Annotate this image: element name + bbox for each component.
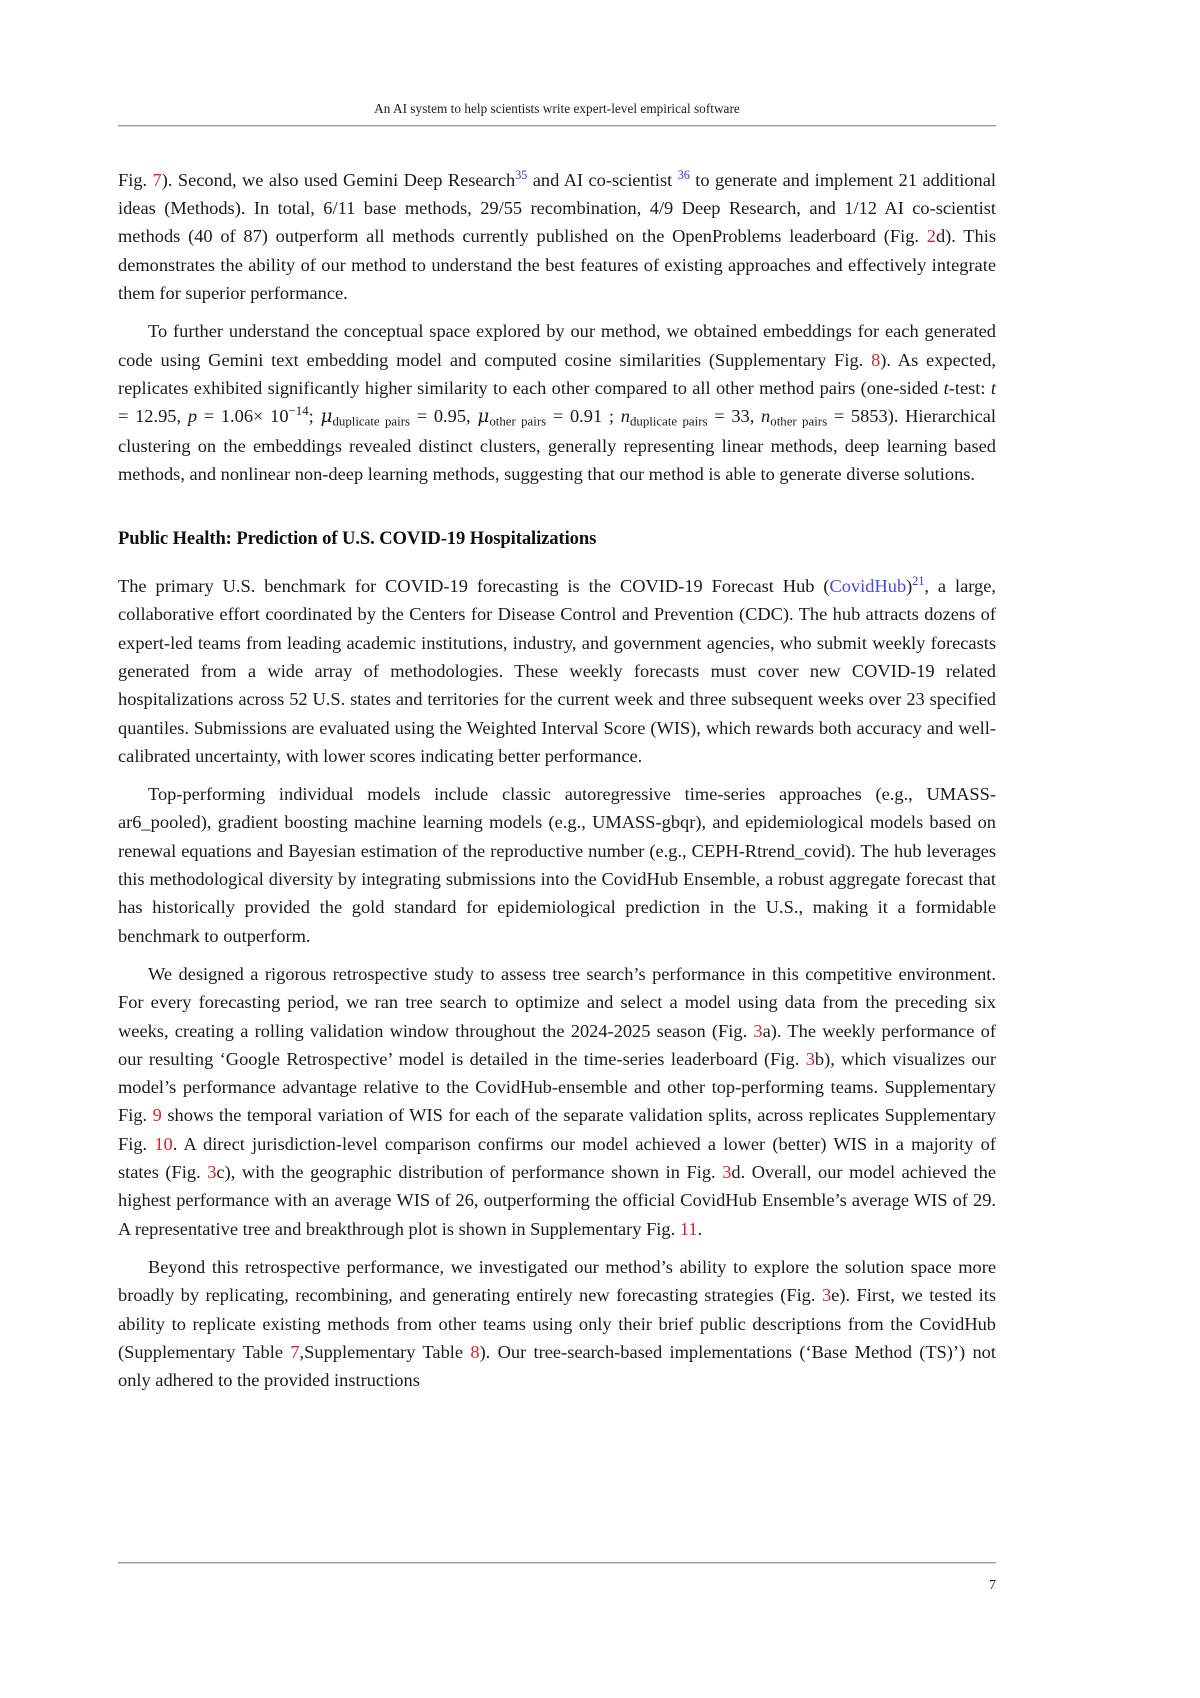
figure-ref-3e[interactable]: 3 xyxy=(821,1285,832,1306)
n-subscript-1: duplicate pairs xyxy=(629,414,708,429)
p2-seg5: = 1.06× 10 xyxy=(197,406,289,427)
mu-other-pairs xyxy=(477,406,547,429)
math-var-t: t xyxy=(943,377,949,398)
mu-symbol-1: μ xyxy=(320,406,333,428)
running-head: An AI system to help scientists write expert-level empirical software xyxy=(374,101,740,116)
p5-seg3: b), which visualizes our model’s performance advantage relative to the CovidHub-ensemble and other top-performing teams. Supplementary Fig. xyxy=(118,1048,996,1126)
paragraph-4: Top-performing individual models include classic autoregressive time-series approaches (e.g., UMASS-ar6_pooled), gradient boosting machine learning models (e.g., UMASS-gbqr), and epidemiological models based on renewal equations and Bayesian estimation of the reproductive number (e.g., CEPH-Rtrend_covid). The hub leverages this methodological diversity by integrating submissions into the CovidHub Ensemble, a robust aggregate forecast that has historically provided the gold standard for epidemiological prediction in the U.S., making it a formidable benchmark to outperform. xyxy=(118,784,996,946)
figure-ref-3c[interactable]: 3 xyxy=(207,1162,217,1183)
p2-seg6: ; xyxy=(308,406,321,427)
figure-ref-s9[interactable]: 9 xyxy=(152,1105,162,1126)
figure-ref-s8[interactable]: 8 xyxy=(871,349,881,370)
figure-ref-3d[interactable]: 3 xyxy=(722,1162,732,1183)
paragraph-3 xyxy=(118,572,996,770)
math-var-p: p xyxy=(187,406,198,427)
page-content xyxy=(118,0,996,1394)
citation-36[interactable]: 36 xyxy=(677,167,690,182)
p6-seg2: e). First, we tested its ability to replicate existing methods from other teams using only their brief public descriptions from the CovidHub (Supplementary Table xyxy=(118,1285,996,1362)
section-heading-public-health: Public Health: Prediction of U.S. COVID-19 Hospitalizations xyxy=(118,528,597,550)
p2-seg2: ). As expected, replicates exhibited significantly higher similarity to each other compared to all other method pairs (one-sided xyxy=(118,349,996,398)
p2-seg1: To further understand the conceptual space explored by our method, we obtained embeddings for each generated code using Gemini text embedding model and computed cosine similarities (Supplementary Fig. xyxy=(118,321,996,370)
p5-seg8: . xyxy=(697,1218,703,1239)
table-ref-s7[interactable]: 7 xyxy=(290,1341,300,1362)
p2-seg8: = 0.91 ; xyxy=(546,406,621,427)
p1-seg5: d). This demonstrates the ability of our method to understand the best features of existing approaches and effectively integrate them for superior performance. xyxy=(118,226,996,304)
p1-seg2: ). Second, we also used Gemini Deep Research xyxy=(161,169,516,190)
p2-seg4: = 12.95, xyxy=(118,406,188,427)
citation-35[interactable]: 35 xyxy=(515,167,528,182)
p5-seg1: We designed a rigorous retrospective study to assess tree search’s performance in this competitive environment. For every forecasting period, we ran tree search to optimize and select a model using data from the preceding six weeks, creating a rolling validation window throughout the 2024-2025 season (Fig. xyxy=(118,963,996,1041)
paragraph-5 xyxy=(118,960,996,1243)
header-rule xyxy=(118,125,996,127)
footer-rule xyxy=(118,1562,996,1564)
figure-ref-3a[interactable]: 3 xyxy=(753,1020,763,1041)
figure-ref-s11[interactable]: 11 xyxy=(679,1218,698,1239)
mu-subscript-2: other pairs xyxy=(489,414,547,429)
n-symbol-1: n xyxy=(620,406,630,427)
p3-seg1: The primary U.S. benchmark for COVID-19 forecasting is the COVID-19 Forecast Hub ( xyxy=(118,576,830,597)
figure-ref-7[interactable]: 7 xyxy=(152,169,162,190)
page-number: 7 xyxy=(989,1578,996,1593)
p-value-expression xyxy=(197,406,309,426)
p5-seg6: c), with the geographic distribution of performance shown in Fig. xyxy=(216,1162,723,1183)
p1-seg1: Fig. xyxy=(118,169,153,190)
paragraph-6 xyxy=(118,1253,996,1394)
p6-seg3: ,Supplementary Table xyxy=(299,1341,471,1362)
p5-seg7: d. Overall, our model achieved the highest performance with an average WIS of 26, outperforming the official CovidHub Ensemble’s average WIS of 29. A representative tree and breakthrough plot is shown in Supplementary Fig. xyxy=(118,1162,996,1239)
paragraph-2 xyxy=(118,317,996,488)
p5-seg4: shows the temporal variation of WIS for each of the separate validation splits, across replicates Supplementary Fig. xyxy=(118,1105,996,1154)
mu-subscript-1: duplicate pairs xyxy=(332,414,411,429)
figure-ref-3b[interactable]: 3 xyxy=(805,1048,815,1069)
n-symbol-2: n xyxy=(761,406,771,427)
math-var-t-value: t xyxy=(990,377,996,398)
p2-seg9: = 33, xyxy=(707,406,762,427)
p6-seg4: ). Our tree-search-based implementations (‘Base Method (TS)’) not only adhered to the provided instructions xyxy=(118,1341,996,1391)
p3-seg3: , a large, collaborative effort coordinated by the Centers for Disease Control and Prevention (CDC). The hub attracts dozens of expert-led teams from leading academic institutions, industry, and government agencies, who submit weekly forecasts generated from a wide array of methodologies. These weekly forecasts must cover new COVID-19 related hospitalizations across 52 U.S. states and territories for the current week and three subsequent weeks over 23 specified quantiles. Submissions are evaluated using the Weighted Interval Score (WIS), which rewards both accuracy and well-calibrated uncertainty, with lower scores indicating better performance. xyxy=(118,576,996,766)
covidhub-link[interactable]: CovidHub xyxy=(829,576,907,597)
p2-seg3: -test: xyxy=(948,377,991,398)
n-duplicate-pairs xyxy=(620,406,708,429)
paragraph-1 xyxy=(118,166,996,307)
p3-seg2: ) xyxy=(906,576,913,597)
p1-seg4: to generate and implement 21 additional ideas (Methods). In total, 6/11 base methods, 29/55 recombination, 4/9 Deep Research, and 1/12 AI co-scientist methods (40 of 87) outperform all methods currently published on the OpenProblems leaderboard (Fig. xyxy=(118,169,996,247)
p5-seg5: . A direct jurisdiction-level comparison confirms our model achieved a lower (better) WIS in a majority of states (Fig. xyxy=(118,1133,996,1183)
n-subscript-2: other pairs xyxy=(770,414,828,429)
figure-ref-s10[interactable]: 10 xyxy=(154,1133,173,1154)
p1-seg3: and AI co-scientist xyxy=(527,169,678,190)
p5-seg2: a). The weekly performance of our resulting ‘Google Retrospective’ model is detailed in the time-series leaderboard (Fig. xyxy=(118,1020,996,1069)
n-other-pairs xyxy=(761,406,828,429)
p2-seg7: = 0.95, xyxy=(410,406,478,427)
mu-symbol-2: μ xyxy=(477,406,490,428)
table-ref-s8[interactable]: 8 xyxy=(470,1341,480,1362)
p6-seg1: Beyond this retrospective performance, we investigated our method’s ability to explore the solution space more broadly by replicating, recombining, and generating entirely new forecasting strategies (Fig. xyxy=(118,1256,996,1306)
figure-ref-2d[interactable]: 2 xyxy=(926,226,936,247)
citation-21[interactable]: 21 xyxy=(912,573,925,588)
exponent-minus-14: −14 xyxy=(288,404,309,419)
p2-seg10: = 5853). Hierarchical clustering on the embeddings revealed distinct clusters, generally representing linear methods, deep learning based methods, and nonlinear non-deep learning methods, suggesting that our method is able to generate diverse solutions. xyxy=(118,406,997,484)
mu-duplicate-pairs xyxy=(320,406,411,429)
